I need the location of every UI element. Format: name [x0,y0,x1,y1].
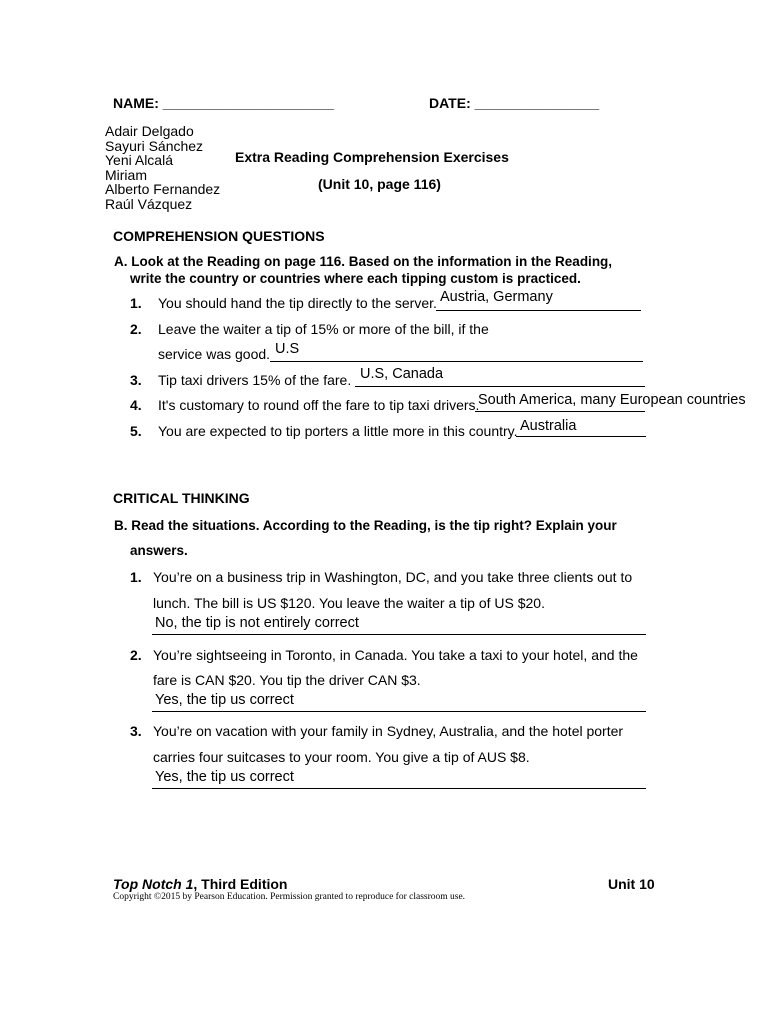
answer-text: U.S, Canada [360,366,444,382]
answer-text: U.S [275,341,300,357]
section-heading-comprehension: COMPREHENSION QUESTIONS [113,228,325,244]
answer-text: No, the tip is not entirely correct [155,615,359,631]
student-list [105,124,220,211]
item-number: 4. [130,397,142,413]
question-text: It's customary to round off the fare to tip taxi drivers. [158,397,480,413]
instruction-a-line2: write the country or countries where each tipping custom is practiced. [130,271,581,286]
answer-line [152,634,646,635]
situation-line1: You’re on vacation with your family in Sydney, Australia, and the hotel porter [153,723,624,739]
answer-line [436,310,641,311]
item-number: 1. [130,295,142,311]
question-text: You should hand the tip directly to the server. [158,295,437,311]
situation-line2: carries four suitcases to your room. You give a tip of AUS $8. [153,749,530,765]
situation-line1: You’re sightseeing in Toronto, in Canada. You take a taxi to your hotel, and the [153,647,638,663]
date-field [429,95,599,111]
situation-line1: You’re on a business trip in Washington, DC, and you take three clients out to [153,569,633,585]
item-number: 3. [130,372,142,388]
item-number: 3. [130,723,142,739]
copyright-notice: Copyright ©2015 by Pearson Education. Permission granted to reproduce for classroom use. [113,892,466,902]
name-field [113,95,334,111]
student-name: Yeni Alcalá [105,152,173,168]
answer-text: Yes, the tip us correct [155,769,294,785]
instruction-b-line2: answers. [130,543,188,558]
book-title-footer [113,876,287,892]
item-number: 1. [130,569,142,585]
section-heading-critical: CRITICAL THINKING [113,490,250,506]
date-blank: ________________ [474,95,600,111]
question-text: You are expected to tip porters a little more in this country. [158,423,518,439]
book-edition: , Third Edition [193,876,288,892]
date-label: DATE: [429,95,471,111]
student-name: Alberto Fernandez [105,181,221,197]
student-name: Adair Delgado [105,123,194,139]
answer-line [355,386,645,387]
name-blank: ______________________ [162,95,335,111]
student-name: Sayuri Sánchez [105,137,204,154]
item-number: 5. [130,423,142,439]
answer-line [475,411,645,412]
item-number: 2. [130,321,142,337]
page-subtitle: (Unit 10, page 116) [318,176,441,192]
answer-text: Yes, the tip us correct [155,692,294,708]
situation-line2: fare is CAN $20. You tip the driver CAN $3. [153,672,421,688]
answer-line [152,788,646,789]
situation-line2: lunch. The bill is US $120. You leave the waiter a tip of US $20. [153,595,545,611]
instruction-b-line1: B. Read the situations. According to the Reading, is the tip right? Explain your [114,518,617,533]
name-label: NAME: [113,95,159,111]
item-number: 2. [130,647,142,663]
question-text: Tip taxi drivers 15% of the fare. [158,372,352,388]
instruction-a-line1: A. Look at the Reading on page 116. Based on the information in the Reading, [114,254,613,269]
answer-text: Austria, Germany [440,289,553,305]
unit-label: Unit 10 [608,876,655,892]
student-name: Miriam [105,166,147,183]
answer-line [516,436,646,437]
question-text-cont: service was good. [158,346,271,362]
page-title: Extra Reading Comprehension Exercises [235,149,509,165]
question-text: Leave the waiter a tip of 15% or more of the bill, if the [158,321,489,337]
answer-text: Australia [520,418,577,434]
answer-line [152,711,646,712]
book-title: Top Notch 1 [113,876,194,892]
answer-line [270,361,643,362]
student-name: Raúl Vázquez [105,195,193,212]
answer-text: South America, many European countries [478,392,746,408]
